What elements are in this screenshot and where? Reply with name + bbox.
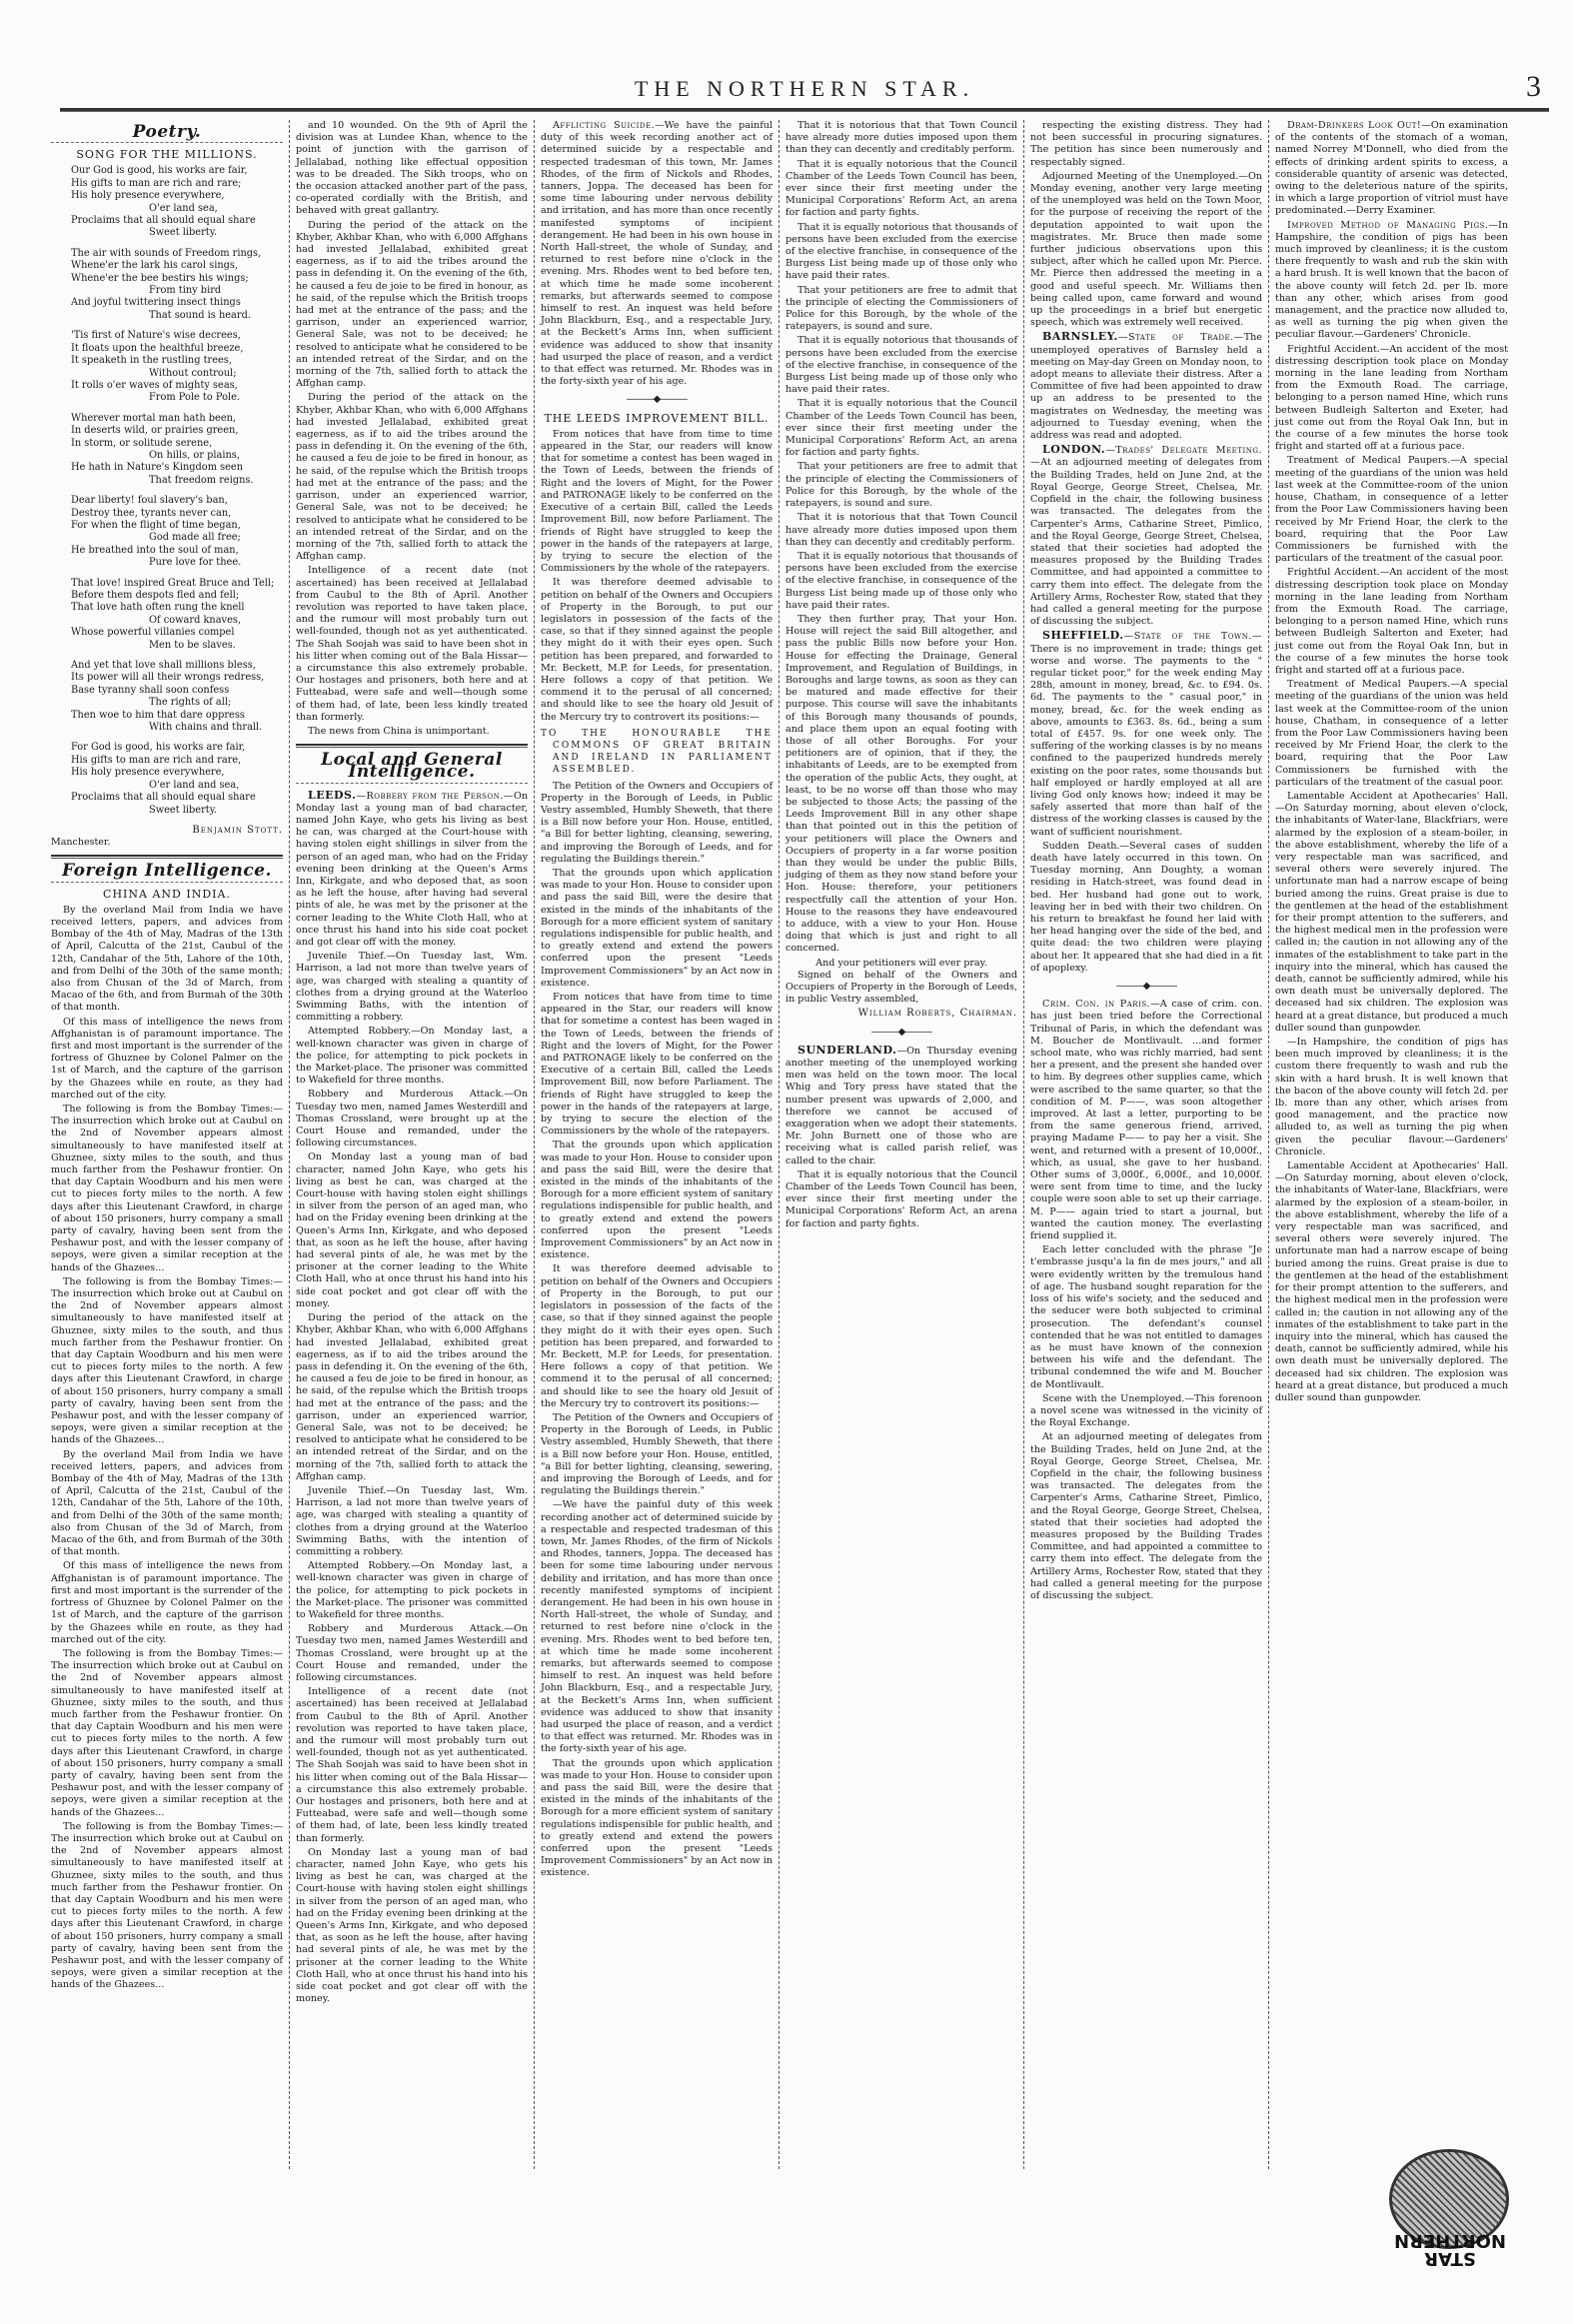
article-text: On Monday last a young man of bad character, named John Kaye, who gets his living as best he can, was charged at the Court-house with having stolen eight shillings in silver from the person of an aged man, who had on the Friday evening been drinking at the Queen's Arms Inn, Kirkgate, and who deposed that, as soon as he left the house, after having had several pints of ale, he was met by the prisoner at the corner leading to the White Cloth Hall, who at once thrust his hand into his side coat pocket and got clear off with the money.: [296, 790, 528, 948]
article-paragraph: On Monday last a young man of bad character, named John Kaye, who gets his living as best he can, was charged at the Court-house with having stolen eight shillings in silver from the person of an aged man, who had on the Friday evening been drinking at the Queen's Arms Inn, Kirkgate, and who deposed that, as soon as he left the house, after having had several pints of ale, he was met by the prisoner at the corner leading to the White Cloth Hall, who at once thrust his hand into his side coat pocket and got clear off with the money.: [296, 1152, 528, 1309]
article-paragraph: That the grounds upon which application was made to your Hon. House to consider upon and pass the said Bill, were the desire that existed in the minds of the inhabitants of the Borough for a more efficient system of sanitary regulations indispensible for public health, and to greatly extend and extend the powers conferred upon the present "Leeds Improvement Commissioners" by an Act now in existence.: [541, 1140, 773, 1261]
poem-line: Without controul;: [149, 367, 237, 379]
poem-line: Then woe to him that dare oppress: [71, 709, 245, 721]
subhead: —State of the Town.—: [1123, 631, 1262, 643]
poem-stanza: [71, 330, 283, 404]
poem-line: From tiny bird: [149, 285, 222, 297]
article-paragraph: During the period of the attack on the Khyber, Akhbar Khan, who with 6,000 Affghans had invested Jellalabad, exhibited great eagerness, as if to aid the tribes around the pass in defending it. On the evening of the 6th, he caused a feu de joie to be fired in honour, as he said, of the repulse which the British troops had met at the entrance of the pass; and the garrison, under an experienced warrior, General Sale, was not to be deceived; he resolved to anticipate what he considered to be an intended retreat of the Sirdar, and on the morning of the 7th, sallied forth to attack the Affghan camp.: [296, 1312, 528, 1482]
article-dram-drinkers: [1275, 120, 1508, 218]
poem-line: His holy presence everywhere,: [71, 190, 225, 202]
poem-line: And yet that love shall millions bless,: [71, 660, 256, 672]
poem-stanza: [71, 742, 283, 816]
article-paragraph: Adjourned Meeting of the Unemployed.—On Monday evening, another very large meeting of the unemployed was held on the Town Moor, for the purpose of receiving the report of the deputation appointed to wait upon the magistrates. Mr. Bruce then made some further judicious observations upon this subject, after which he called upon Mr. Pierce. Mr. Pierce then addressed the meeting in a good and useful speech. Mr. Williams then being called upon, came forward and wound up the proceedings in a brief but energetic speech, which was extremely well received.: [1030, 170, 1262, 329]
poem-stanza: [71, 165, 283, 239]
poem-line: God made all free;: [149, 532, 241, 544]
article-paragraph: Of this mass of intelligence the news from Affghanistan is of paramount importance. The first and most important is the surrender of the fortress of Ghuznee by Colonel Palmer on the 1st of March, and the capture of the garrison by the Ghazees while en route, as they had marched out of the city.: [51, 1560, 283, 1645]
page-number: 3: [1526, 70, 1541, 103]
poem-line: O'er land and sea,: [149, 779, 240, 791]
article-paragraph: The Petition of the Owners and Occupiers of Property in the Borough of Leeds, in Public Vestry assembled, Humbly Sheweth, that there is a Bill now before your Hon. House, entitled, "a Bill for better lighting, cleansing, sewering, and improving the Borough of Leeds, and for regulating the Buildings therein.": [541, 1411, 773, 1497]
poem-line: Sweet liberty.: [149, 804, 218, 816]
ornament-divider: ———◆———: [1115, 981, 1177, 993]
article-paragraph: Intelligence of a recent date (not ascertained) has been received at Jellalabad from Caubul to the 8th of April. Another revolution was reported to have taken place, and the rumour will most probably turn out well-founded, though not as yet authenticated. The Shah Soojah was said to have been shot in his litter when coming out of the Bala Hissar—a circumstance this also extremely probable. Our hostages and prisoners, both here and at Futteabad, were safe and well—though some of them had, of late, been less kindly treated than formerly.: [296, 565, 528, 723]
newspaper-title: THE NORTHERN STAR.: [634, 76, 975, 101]
poem-line: O'er land sea,: [149, 202, 218, 214]
article-suicide: [541, 120, 773, 388]
subhead: —State of Trade.—: [1117, 332, 1244, 344]
poem-line: Men to be slaves.: [149, 639, 236, 651]
poem-stanza: [71, 413, 283, 487]
column-4: [780, 120, 1024, 2169]
poem-line: It floats upon the healthful breeze,: [71, 342, 244, 354]
masthead-rule: [60, 108, 1549, 112]
subhead: Afflicting Suicide.: [553, 120, 656, 131]
article-paragraph: That it is notorious that that Town Council have already more duties imposed upon them than they can decently and creditably perform.: [786, 512, 1017, 548]
poem-line: His gifts to man are rich and rare;: [71, 177, 242, 189]
poem-line: He breathed into the soul of man,: [71, 544, 239, 556]
poem-title: SONG FOR THE MILLIONS.: [76, 148, 258, 162]
poem-stanza: [71, 660, 283, 734]
poem-line: That love hath often rung the knell: [71, 602, 245, 614]
column-1: [45, 120, 290, 2169]
article-paragraph: Attempted Robbery.—On Monday last, a well-known character was given in charge of the police, for attempting to pick pockets in the Market-place. The prisoner was committed to Wakefield for three months.: [296, 1026, 528, 1087]
article-paragraph: From notices that have from time to time appeared in the Star, our readers will know that for sometime a contest has been waged in the Town of Leeds, between the friends of Right and the lovers of Might, for the Power and PATRONAGE likely to be conferred on the Executive of a certain Bill, called the Leeds Improvement Bill, now before Parliament. The friends of Right have struggled to keep the power in the hands of the ratepayers at large, by trying to secure the election of the Commissioners by the whole of the ratepayers.: [541, 428, 773, 575]
article-paragraph: —We have the painful duty of this week recording another act of determined suicide by a respectable and respected tradesman of this town, Mr. James Rhodes, of the firm of Nickols and Rhodes, tanners, Joppa. The deceased has been for some time labouring under nervous debility and irritation, and has more than once recently manifested symptoms of incipient derangement. He had been in his own house in North Hall-street, the whole of Sunday, and returned to rest before nine o'clock in the evening. Mrs. Rhodes went to bed before ten, at which time he made some incoherent remarks, but afterwards seemed to compose himself to rest. An inquest was held before John Blackburn, Esq., and a respectable Jury, at the Beckett's Arms Inn, when sufficient evidence was adduced to show that insanity had usurped the place of reason, and a verdict to that effect was returned. Mr. Rhodes was in the forty-sixth year of his age.: [541, 1499, 773, 1755]
article-paragraph: Juvenile Thief.—On Tuesday last, Wm. Harrison, a lad not more than twelve years of age, was charged with stealing a quantity of clothes from a drying ground at the Waterloo Swimming Baths, with the intention of committing a robbery.: [296, 1484, 528, 1557]
petition-signed: Signed on behalf of the Owners and Occupiers of Property in the Borough of Leeds, in public Vestry assembled,: [786, 969, 1017, 1006]
petition-heading: TO THE HONOURABLE THE COMMONS OF GREAT BRITAIN AND IRELAND IN PARLIAMENT ASSEMBLED.: [541, 728, 773, 776]
article-text: —On examination of the contents of the stomach of a woman, named Norrey M'Donnell, who died from the effects of drinking ardent spirits to excess, a considerable quantity of arsenic was detected, owing to the deleterious nature of the spirits, in which a large proportion of vitriol must have predominated.—Derry Examiner.: [1275, 120, 1509, 217]
article-paragraph: By the overland Mail from India we have received letters, papers, and advices from Bombay of the 4th of May, Madras of the 13th of April, Calcutta of the 21st, Caubul of the 12th, Candahar of the 5th, Lahore of the 10th, and from Delhi of the 30th of the same month; also from Chusan of the 3d of March, from Macao of the 6th, and from Burmah of the 30th of that month.: [51, 904, 283, 1014]
article-paragraph: Sudden Death.—Several cases of sudden death have lately occurred in this town. On Tuesday morning, Ann Doughty, a woman residing in Hatch-street, was found dead in bed. Her husband had gone out to work, leaving her in bed with their two children. On his return to breakfast he found her laid with her head hanging over the side of the bed, and quite dead: the two children were playing about her. It appeared that she had died in a fit of apoplexy.: [1030, 840, 1262, 974]
article-paragraph: respecting the existing distress. They had not been successful in procuring signatures. The petition has since been numerously and respectably signed.: [1030, 120, 1262, 168]
divider: [296, 783, 528, 784]
stamp-line: STAR: [1424, 2248, 1476, 2269]
dateline-leeds: LEEDS.: [308, 788, 357, 802]
article-paragraph: The following is from the Bombay Times:— The insurrection which broke out at Caubul on the 2nd of November appears almost simultaneously to have manifested itself at Ghuznee, sixty miles to the south, and thus much farther from the Peshawur frontier. On that day Captain Woodburn and his men were cut to pieces forty miles to the north. A few days after this Lieutenant Crawford, in charge of about 150 prisoners, hurry company a small party of cavalry, having been sent from the Peshawur post, and with the lesser company of sepoys, were given a similar reception at the hands of the Ghazees...: [51, 1820, 283, 1991]
article-paragraph: It was therefore deemed advisable to petition on behalf of the Owners and Occupiers of Property in the Borough, to put our legislators in possession of the facts of the case, so that if they sinned against the people they might do it with their eyes open. Such petition has been prepared, and forwarded to Mr. Beckett, M.P. for Leeds, for presentation. Here follows a copy of that petition. We commend it to the perusal of all concerned; and should like to see the hoary old Jesuit of the Mercury try to controvert its positions:—: [541, 1263, 773, 1409]
article-paragraph: The following is from the Bombay Times:— The insurrection which broke out at Caubul on the 2nd of November appears almost simultaneously to have manifested itself at Ghuznee, sixty miles to the south, and thus much farther from the Peshawur frontier. On that day Captain Woodburn and his men were cut to pieces forty miles to the north. A few days after this Lieutenant Crawford, in charge of about 150 prisoners, hurry company a small party of cavalry, having been sent from the Peshawur post, and with the lesser company of sepoys, were given a similar reception at the hands of the Ghazees...: [51, 1275, 283, 1446]
article-paragraph: Frightful Accident.—An accident of the most distressing description took place on Monday morning in the lane leading from Northam from the Exmouth Road. The carriage, belonging to a person named Hine, which runs between Budleigh Salterton and Exeter, had just come out from the Royal Oak Inn, but in the course of a few minutes the horse took fright and started off at a furious pace.: [1275, 343, 1508, 453]
article-paragraph: Lamentable Accident at Apothecaries' Hall.—On Saturday morning, about eleven o'clock, the inhabitants of Water-lane, Blackfriars, were alarmed by the explosion of a steam-boiler, in the above establishment, whereby the life of a very respectable man was sacrificed, and several others were severely injured. The unfortunate man had a narrow escape of being buried among the ruins. Great praise is due to the gentlemen at the head of the establishment for their prompt attention to the sufferers, and the highest medical men in the profession were called in; the caution in not allowing any of the inmates of the establishment to take part in the inquiry into the mineral, which has caused the death, cannot be sufficiently admired, while his own death must be universally deplored. The deceased had six children. The explosion was heard at a great distance, but produced a much duller sound than gunpowder.: [1275, 790, 1508, 1034]
article-paragraph: That it is equally notorious that thousands of persons have been excluded from the exercise of the elective franchise, in consequence of the Burgess List being made up of those only who have paid their rates.: [786, 550, 1017, 611]
article-crim-con: [1030, 999, 1262, 1242]
poem-line: On hills, or plains,: [149, 449, 240, 461]
subhead: Dram-Drinkers Look Out!: [1287, 120, 1422, 131]
article-paragraph: That it is equally notorious that the Council Chamber of the Leeds Town Council has been, ever since their first meeting under the Municipal Corporations' Reform Act, an arena for faction and party fights.: [786, 158, 1017, 219]
poem-place: Manchester.: [51, 837, 111, 849]
article-title-leeds-bill: THE LEEDS IMPROVEMENT BILL.: [544, 411, 770, 425]
poem-line: In deserts wild, or prairies green,: [71, 425, 239, 437]
poem-author: Benjamin Stott.: [192, 824, 283, 836]
article-paragraph: That your petitioners are free to admit that the principle of electing the Commissioners of Police for this Borough, by the whole of the ratepayers, is sound and sure.: [786, 284, 1017, 333]
poem-line: Dear liberty! foul slavery's ban,: [71, 495, 228, 507]
dateline-london: LONDON.: [1042, 443, 1106, 457]
poem-line: Whose powerful villanies compel: [71, 627, 235, 639]
poem-line: Our God is good, his works are fair,: [71, 165, 248, 177]
article-text: —A case of crim. con. has just been tried before the Correctional Tribunal of Paris, in which the defendant was M. Boucher de Montlivault. ...and former school mate, who was richly married, had sent her a present, and the present she handed over to him. By degrees other supplies came, which were ascribed to the same quarter, so that the condition of M. P——, was soon altogether improved. At last a letter, purporting to be from the same generous friend, arrived, praying Madame P—— to pay her a visit. She went, and returned with a present of 10,000f., which, as usual, she gave to her husband. Other sums of 3,000f., 6,000f., and 10,000f. were sent from time to time, and the lucky couple were soon able to set up their carriage. M. P—— again tried to start a journal, but wanted the caution money. The everlasting friend supplied it.: [1030, 999, 1263, 1242]
divider: [296, 744, 528, 748]
poem-line: For when the flight of time began,: [71, 519, 241, 531]
poem-stanza: [71, 248, 283, 322]
article-paragraph: Robbery and Murderous Attack.—On Tuesday two men, named James Westerdill and Thomas Crossland, were brought up at the Court House and remanded, under the following circumstances.: [296, 1623, 528, 1683]
poem-line: From Pole to Pole.: [149, 392, 241, 404]
foreign-intelligence-heading: Foreign Intelligence.: [62, 861, 272, 882]
article-text: —On Thursday evening another meeting of the unemployed working men was held on the town moor. The local Whig and Tory press have stated that the number present was upwards of 2,000, and therefore we cannot be accused of exaggeration when we adopt their statements. Mr. John Burnett one of those who are receiving what is called parish relief, was called to the chair.: [786, 1045, 1017, 1166]
poem-line: Base tyranny shall soon confess: [71, 684, 230, 696]
ornament-divider: ———◆———: [626, 394, 688, 406]
divider: [51, 142, 283, 143]
article-barnsley: [1030, 331, 1262, 442]
article-paragraph: Each letter concluded with the phrase "Je t'embrasse jusqu'a la fin de mes jours," and all were evidently written by the tremulous hand of age. The husband sought reparation for the loss of his wife's society, and the seduced and the seducer were both subjected to criminal prosecution. The defendant's counsel contended that he was not entitled to damages as he must have known of the connexion between his wife and the defendant. The tribunal condemned the wife and M. Boucher de Montlivault.: [1030, 1244, 1262, 1390]
article-text: There is no improvement in trade; things get worse and worse. The payments to the " regular ticket poor," for the week ending May 28th, amount in money, bread, &c. to £94. 0s. 6d. The payments to the " casual poor," in money, bread, &c. for the week ending as above, amounts to £363. 8s. 6d., being a sum total of £457. 9s. for one week only. The suffering of the working classes is by no means confined to the pauperized hundreds merely existing on the poor rates, some thousands but half employed or hardly employed at all are living God only knows how; indeed it may be safely asserted that more than half of the distress of the working classes is caused by the want of sufficient nourishment.: [1030, 643, 1262, 838]
article-paragraph: That the grounds upon which application was made to your Hon. House to consider upon and pass the said Bill, were the desire that existed in the minds of the inhabitants of the Borough for a more efficient system of sanitary regulations indispensible for public health, and to greatly extend and extend the powers conferred upon the present "Leeds Improvement Commissioners" by an Act now in existence.: [541, 1757, 773, 1879]
petition-chairman: William Roberts, Chairman.: [857, 1008, 1017, 1020]
divider: [51, 855, 283, 859]
article-paragraph: On Monday last a young man of bad character, named John Kaye, who gets his living as best he can, was charged at the Court-house with having stolen eight shillings in silver from the person of an aged man, who had on the Friday evening been drinking at the Queen's Arms Inn, Kirkgate, and who deposed that, as soon as he left the house, after having had several pints of ale, he was met by the prisoner at the corner leading to the White Cloth Hall, who at once thrust his hand into his side coat pocket and got clear off with the money.: [296, 1846, 528, 2005]
article-paragraph: The following is from the Bombay Times:— The insurrection which broke out at Caubul on the 2nd of November appears almost simultaneously to have manifested itself at Ghuznee, sixty miles to the south, and thus much farther from the Peshawur frontier. On that day Captain Woodburn and his men were cut to pieces forty miles to the north. A few days after this Lieutenant Crawford, in charge of about 150 prisoners, hurry company a small party of cavalry, having been sent from the Peshawur post, and with the lesser company of sepoys, were given a similar reception at the hands of the Ghazees...: [51, 1647, 283, 1818]
poem-line: Sweet liberty.: [149, 227, 218, 239]
petition-closing: And your petitioners will ever pray.: [815, 957, 987, 969]
article-paragraph: During the period of the attack on the Khyber, Akhbar Khan, who with 6,000 Affghans had invested Jellalabad, exhibited great eagerness, as if to aid the tribes around the pass in defending it. On the evening of the 6th, he caused a feu de joie to be fired in honour, as he said, of the repulse which the British troops had met at the entrance of the pass; and the garrison, under an experienced warrior, General Sale, was not to be deceived; he resolved to anticipate what he considered to be an intended retreat of the Sirdar, and on the morning of the 7th, sallied forth to attack the Affghan camp.: [296, 219, 528, 390]
poetry-heading: Poetry.: [132, 122, 202, 142]
article-paragraph: That it is notorious that that Town Council have already more duties imposed upon them than they can decently and creditably perform.: [786, 120, 1017, 156]
article-paragraph: and 10 wounded. On the 9th of April the division was at Lundee Khan, whence to the point of junction with the garrison of Jellalabad, nothing like effectual opposition was to be dreaded. The Sikh troops, who on the occasion attacked another part of the pass, co-operated cordially with the British, and behaved with great gallantry.: [296, 120, 528, 217]
column-2: [290, 120, 535, 2169]
poem-line: That love! inspired Great Bruce and Tell;: [71, 577, 275, 589]
article-paragraph: —In Hampshire, the condition of pigs has been much improved by cleanliness; it is the custom there frequently to wash and rub the skin with a hard brush. It is well known that the bacon of the above county will fetch 2d. per lb. more than any other, which arises from good management, and the practice now alluded to, as well as turning the pig when given the peculiar flavour.—Gardeners' Chronicle.: [1275, 1037, 1508, 1158]
dateline-sheffield: SHEFFIELD.: [1042, 629, 1124, 643]
poem-line: Proclaims that all should equal share: [71, 215, 256, 227]
poem-body: [51, 165, 283, 817]
poem-line: Whene'er the bee bestirs his wings;: [71, 272, 249, 284]
article-paragraph: That it is equally notorious that the Council Chamber of the Leeds Town Council has been, ever since their first meeting under the Municipal Corporations' Reform Act, an arena for faction and party fights.: [786, 1168, 1017, 1229]
article-paragraph: That it is equally notorious that thousands of persons have been excluded from the exercise of the elective franchise, in consequence of the Burgess List being made up of those only who have paid their rates.: [786, 335, 1017, 396]
stamp-line: NORTHERN: [1394, 2230, 1506, 2251]
article-pigs: [1275, 220, 1508, 342]
article-sunderland: [786, 1045, 1017, 1167]
article-text: —We have the painful duty of this week recording another act of determined suicide by a respectable and respected tradesman of this town, Mr. James Rhodes, of the firm of Nickols and Rhodes, tanners, Joppa. The deceased has been for some time labouring under nervous debility and irritation, and has more than once recently manifested symptoms of incipient derangement. He had been in his own house in North Hall-street, the whole of Sunday, and returned to rest before nine o'clock in the evening. Mrs. Rhodes went to bed before ten, at which time he made some incoherent remarks, but afterwards seemed to compose himself to rest. An inquest was held before John Blackburn, Esq., and a respectable Jury, at the Beckett's Arms Inn, when sufficient evidence was adduced to show that insanity had usurped the place of reason, and a verdict to that effect was returned. Mr. Rhodes was in the forty-sixth year of his age.: [541, 120, 773, 388]
poem-line: And joyful twittering insect things: [71, 297, 241, 309]
article-text: —In Hampshire, the condition of pigs has been much improved by cleanliness; it is the custom there frequently to wash and rub the skin with a hard brush. It is well known that the bacon of the above county will fetch 2d. per lb. more than any other, which arises from good management, and the practice now alluded to, as well as turning the pig when given the peculiar flavour.—Gardeners' Chronicle.: [1275, 219, 1508, 341]
poem-line: That sound is heard.: [149, 309, 251, 321]
poem-line: That freedom reigns.: [149, 474, 254, 486]
poem-line: Wherever mortal man hath been,: [71, 412, 237, 424]
article-text: The unemployed operatives of Barnsley held a meeting on May-day Green on Monday noon, to adopt means to alleviate their distress. After a Committee of five had been appointed to draw up an address to be presented to the magistrates on Wednesday, the meeting was adjourned to Tuesday evening, when the address was read and adopted.: [1030, 332, 1262, 442]
article-paragraph: From notices that have from time to time appeared in the Star, our readers will know that for sometime a contest has been waged in the Town of Leeds, between the friends of Right and the lovers of Might, for the Power and PATRONAGE likely to be conferred on the Executive of a certain Bill, called the Leeds Improvement Bill, now before Parliament. The friends of Right have struggled to keep the power in the hands of the ratepayers at large, by trying to secure the election of the Commissioners by the whole of the ratepayers.: [541, 992, 773, 1138]
subhead: —Trades' Delegate Meeting.—: [1030, 445, 1262, 469]
poem-line: The rights of all;: [149, 697, 232, 709]
article-leeds-robbery: [296, 790, 528, 950]
article-paragraph: Juvenile Thief.—On Tuesday last, Wm. Harrison, a lad not more than twelve years of age, was charged with stealing a quantity of clothes from a drying ground at the Waterloo Swimming Baths, with the intention of committing a robbery.: [296, 951, 528, 1024]
poem-line: It speaketh in the rustling trees,: [71, 355, 232, 367]
divider: [51, 882, 283, 883]
article-paragraph: Treatment of Medical Paupers.—A special meeting of the guardians of the union was held last week at the Committee-room of the union house, Chatham, in consequence of a letter from the Poor Law Commissioners having been received by Mr Friend Hoar, the clerk to the board, requiring that the Poor Law Commissioners be furnished with the particulars of the treatment of the casual poor.: [1275, 679, 1508, 788]
article-title-china-india: CHINA AND INDIA.: [103, 887, 231, 901]
article-paragraph: Of this mass of intelligence the news from Affghanistan is of paramount importance. The first and most important is the surrender of the fortress of Ghuznee by Colonel Palmer on the 1st of March, and the capture of the garrison by the Ghazees while en route, as they had marched out of the city.: [51, 1016, 283, 1101]
poem-line: In storm, or solitude serene,: [71, 437, 213, 449]
article-paragraph: That it is equally notorious that the Council Chamber of the Leeds Town Council has been, ever since their first meeting under the Municipal Corporations' Reform Act, an arena for faction and party fights.: [786, 398, 1017, 459]
article-paragraph: That it is equally notorious that thousands of persons have been excluded from the exercise of the elective franchise, in consequence of the Burgess List being made up of those only who have paid their rates.: [786, 221, 1017, 282]
subhead: Improved Method of Managing Pigs.: [1287, 219, 1489, 231]
poem-line: Proclaims that all should equal share: [71, 792, 256, 804]
article-paragraph: Intelligence of a recent date (not ascertained) has been received at Jellalabad from Caubul to the 8th of April. Another revolution was reported to have taken place, and the rumour will most probably turn out well-founded, though not as yet authenticated. The Shah Soojah was said to have been shot in his litter when coming out of the Bala Hissar—a circumstance this also extremely probable. Our hostages and prisoners, both here and at Futteabad, were safe and well—though some of them had, of late, been less kindly treated than formerly.: [296, 1686, 528, 1844]
dateline-sunderland: SUNDERLAND.: [797, 1043, 897, 1057]
article-paragraph: Attempted Robbery.—On Monday last, a well-known character was given in charge of the police, for attempting to pick pockets in the Market-place. The prisoner was committed to Wakefield for three months.: [296, 1560, 528, 1620]
article-paragraph: At an adjourned meeting of delegates from the Building Trades, held on June 2nd, at the Royal George, George Street, Chelsea, Mr. Copfield in the chair, the following business was transacted. The delegates from the Carpenter's Arms, Catharine Street, Pimlico, and the Royal George, George Street, Chelsea, stated that their societies had adopted the measures proposed by the Building Trades Committee, and had appointed a committee to carry them into effect. The delegate from the Artillery Arms, Rochester Row, stated that they had called a general meeting for the purpose of discussing the subject.: [1030, 1431, 1262, 1601]
article-paragraph: By the overland Mail from India we have received letters, papers, and advices from Bombay of the 4th of May, Madras of the 13th of April, Calcutta of the 21st, Caubul of the 12th, Candahar of the 5th, Lahore of the 10th, and from Delhi of the 30th of the same month; also from Chusan of the 3d of March, from Macao of the 6th, and from Burmah of the 30th of that month.: [51, 1448, 283, 1558]
ornament-divider: ———◆———: [870, 1026, 932, 1038]
dateline-barnsley: BARNSLEY.: [1042, 330, 1118, 344]
poem-line: Its power will all their wrongs redress,: [71, 672, 265, 684]
stamp-text: [1394, 2231, 1506, 2267]
subhead: —Robbery from the Person.—: [356, 790, 514, 802]
poem-line: With chains and thrall.: [149, 722, 263, 734]
article-paragraph: They then further pray, That your Hon. House will reject the said Bill altogether, and pass the public Bills now before your Hon. House for effecting the Drainage, General Improvement, and Regulation of Buildings, in Boroughs and large towns, as soon as they can be matured and made effective for their purpose. This course will save the inhabitants of this Borough many thousands of pounds, and place them upon an equal footing with those of all other Boroughs. For your petitioners are of opinion, that if they, the inhabitants of Leeds, are to be exempted from the operation of the public Acts, they ought, at least, to be no worse off than those who may be subjected to those Acts; the passing of the Leeds Improvement Bill in any other shape than that pointed out in this the petition of your petitioners will place the Owners and Occupiers of property in a far worse position than they would be under the public Bills, judging of them as they now stand before your Hon. House: therefore, your petitioners respectfully call the attention of your Hon. House to the reasons they have endeavoured to adduce, with a view to your Hon. House doing that which is just and right to all concerned.: [786, 613, 1017, 955]
article-paragraph: The Petition of the Owners and Occupiers of Property in the Borough of Leeds, in Public Vestry assembled, Humbly Sheweth, that there is a Bill now before your Hon. House, entitled, "a Bill for better lighting, cleansing, sewering, and improving the Borough of Leeds, and for regulating the Buildings therein.": [541, 780, 773, 865]
column-5: [1024, 120, 1269, 2169]
poem-line: 'Tis first of Nature's wise decrees,: [71, 330, 241, 342]
poem-line: Before them despots fled and fell;: [71, 590, 240, 601]
article-paragraph: Robbery and Murderous Attack.—On Tuesday two men, named James Westerdill and Thomas Crossland, were brought up at the Court House and remanded, under the following circumstances.: [296, 1089, 528, 1150]
masthead: [60, 70, 1549, 116]
poem-line: His gifts to man are rich and rare,: [71, 754, 242, 766]
article-sheffield: [1030, 630, 1262, 838]
poem-line: For God is good, his works are fair,: [71, 742, 246, 754]
poem-stanza: [71, 495, 283, 569]
poem-line: Pure love for thee.: [149, 557, 242, 569]
column-6: [1269, 120, 1514, 2169]
newspaper-columns: [45, 120, 1549, 2169]
article-paragraph: Scene with the Unemployed.—This forenoon a novel scene was witnessed in the vicinity of the Royal Exchange.: [1030, 1392, 1262, 1429]
local-intelligence-heading: Local and General Intelligence.: [321, 750, 503, 783]
poem-line: Destroy thee, tyrants never can,: [71, 507, 232, 519]
article-paragraph: Lamentable Accident at Apothecaries' Hall.—On Saturday morning, about eleven o'clock, the inhabitants of Water-lane, Blackfriars, were alarmed by the explosion of a steam-boiler, in the above establishment, whereby the life of a very respectable man was sacrificed, and several others were severely injured. The unfortunate man had a narrow escape of being buried among the ruins. Great praise is due to the gentlemen at the head of the establishment for their prompt attention to the sufferers, and the highest medical men in the profession were called in; the caution in not allowing any of the inmates of the establishment to take part in the inquiry into the mineral, which has caused the death, cannot be sufficiently admired, while his own death must be universally deplored. The deceased had six children. The explosion was heard at a great distance, but produced a much duller sound than gunpowder.: [1275, 1161, 1508, 1403]
poem-line: The air with sounds of Freedom rings,: [71, 247, 262, 259]
poem-line: He hath in Nature's Kingdom seen: [71, 462, 244, 474]
article-paragraph: The following is from the Bombay Times:— The insurrection which broke out at Caubul on the 2nd of November appears almost simultaneously to have manifested itself at Ghuznee, sixty miles to the south, and thus much farther from the Peshawur frontier. On that day Captain Woodburn and his men were cut to pieces forty miles to the north. A few days after this Lieutenant Crawford, in charge of about 150 prisoners, hurry company a small party of cavalry, having been sent from the Peshawur post, and with the lesser company of sepoys, were given a similar reception at the hands of the Ghazees...: [51, 1103, 283, 1273]
article-paragraph: That your petitioners are free to admit that the principle of electing the Commissioners of Police for this Borough, by the whole of the ratepayers, is sound and sure.: [786, 461, 1017, 510]
poem-line: Of coward knaves,: [149, 614, 242, 626]
article-paragraph: Treatment of Medical Paupers.—A special meeting of the guardians of the union was held last week at the Committee-room of the union house, Chatham, in consequence of a letter from the Poor Law Commissioners having been received by Mr Friend Hoar, the clerk to the board, requiring that the Poor Law Commissioners be furnished with the particulars of the treatment of the casual poor.: [1275, 455, 1508, 565]
article-paragraph: Frightful Accident.—An accident of the most distressing description took place on Monday morning in the lane leading from Northam from the Exmouth Road. The carriage, belonging to a person named Hine, which runs between Budleigh Salterton and Exeter, had just come out from the Royal Oak Inn, but in the course of a few minutes the horse took fright and started off at a furious pace.: [1275, 567, 1508, 676]
subhead: Crim. Con. in Paris.: [1042, 999, 1151, 1011]
poem-line: His holy presence everywhere,: [71, 767, 225, 779]
column-3: [535, 120, 780, 2169]
article-paragraph: During the period of the attack on the Khyber, Akhbar Khan, who with 6,000 Affghans had invested Jellalabad, exhibited great eagerness, as if to aid the tribes around the pass in defending it. On the evening of the 6th, he caused a feu de joie to be fired in honour, as he said, of the repulse which the British troops had met at the entrance of the pass; and the garrison, under an experienced warrior, General Sale, was not to be deceived; he resolved to anticipate what he considered to be an intended retreat of the Sirdar, and on the morning of the 7th, sallied forth to attack the Affghan camp.: [296, 392, 528, 563]
article-london: [1030, 444, 1262, 628]
article-paragraph: It was therefore deemed advisable to petition on behalf of the Owners and Occupiers of Property in the Borough, to put our legislators in possession of the facts of the case, so that if they sinned against the people they might do it with their eyes open. Such petition has been prepared, and forwarded to Mr. Beckett, M.P. for Leeds, for presentation. Here follows a copy of that petition. We commend it to the perusal of all concerned; and should like to see the hoary old Jesuit of the Mercury try to controvert its positions:—: [541, 577, 773, 723]
poem-line: Whene'er the lark his carol sings,: [71, 260, 239, 272]
article-paragraph: That the grounds upon which application was made to your Hon. House to consider upon and pass the said Bill, were the desire that existed in the minds of the inhabitants of the Borough for a more efficient system of sanitary regulations indispensible for public health, and to greatly extend and extend the powers conferred upon the present "Leeds Improvement Commissioners" by an Act now in existence.: [541, 867, 773, 989]
article-text: At an adjourned meeting of delegates from the Building Trades, held on June 2nd, at the Royal George, George Street, Chelsea, Mr. Copfield in the chair, the following business was transacted. The delegates from the Carpenter's Arms, Catharine Street, Pimlico, and the Royal George, George Street, Chelsea, stated that their societies had adopted the measures proposed by the Building Trades Committee, and had appointed a committee to carry them into effect. The delegate from the Artillery Arms, Rochester Row, stated that they had called a general meeting for the purpose of discussing the subject.: [1030, 457, 1262, 628]
poem-line: It rolls o'er waves of mighty seas,: [71, 379, 238, 391]
article-paragraph: The news from China is unimportant.: [308, 725, 490, 737]
poem-stanza: [71, 578, 283, 652]
